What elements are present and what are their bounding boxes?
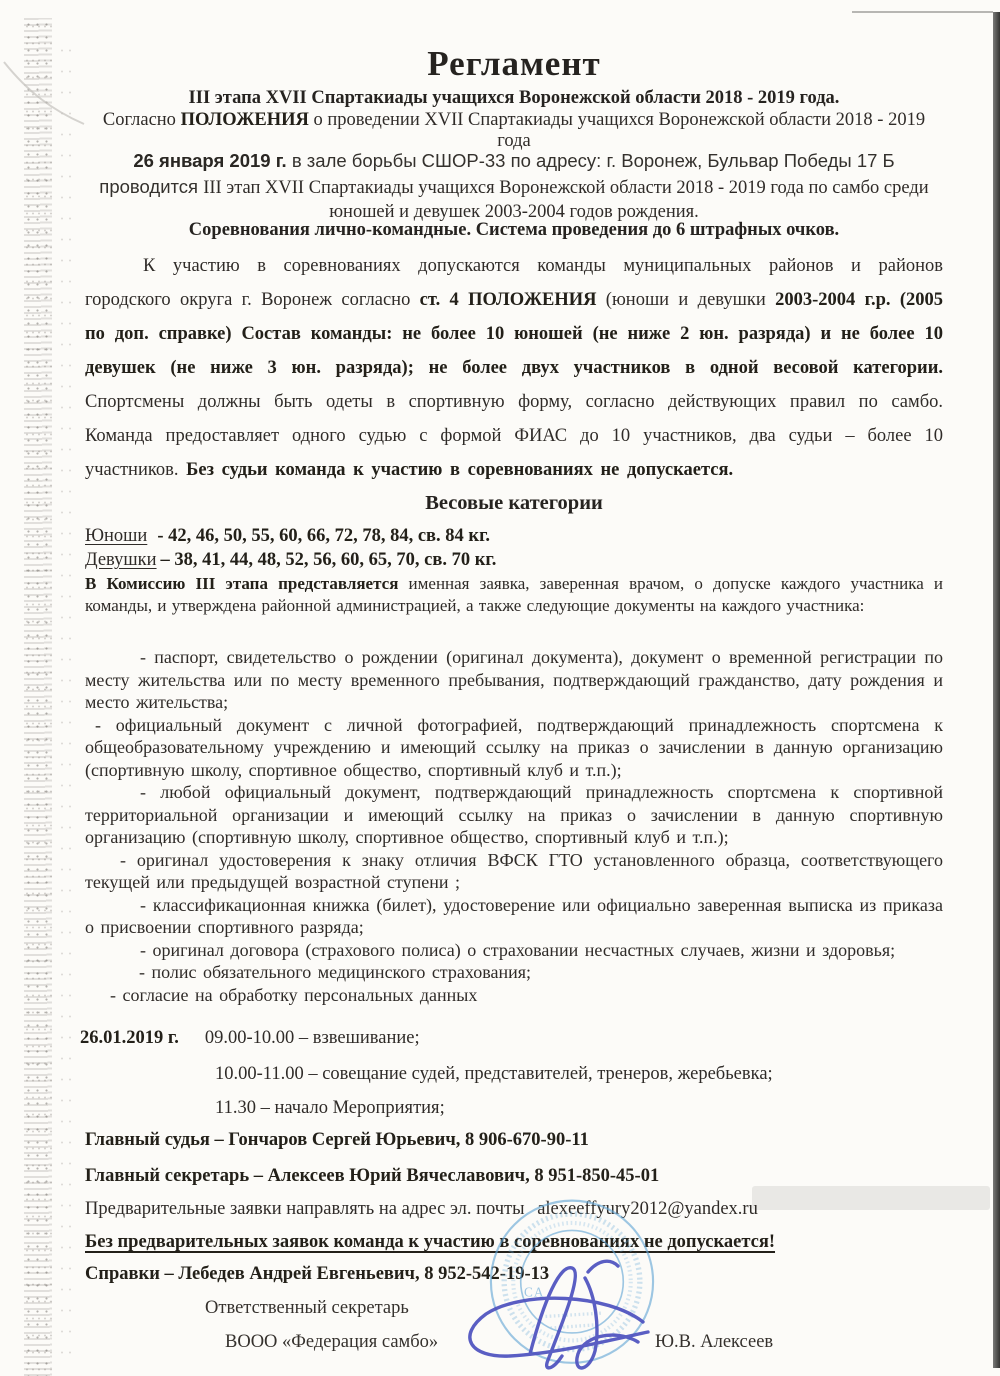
weights-girls-label: Девушки — [85, 550, 157, 570]
info-contact-line: Справки – Лебедев Андрей Евгеньевич, 8 952-542-19-13 — [85, 1264, 550, 1284]
commission-rest: именная заявка, заверенная врачом, о допуске каждого участника и команды, и утверждена районной администрацией, а также следующие документы на каждого участника: — [85, 574, 943, 615]
doc-venue-paragraph — [85, 149, 943, 225]
no-entry-warning-line: Без предварительных заявок команда к участию в соревнованиях не допускается! — [85, 1232, 776, 1252]
signoff-name: Ю.В. Алексеев — [655, 1332, 774, 1352]
participation-text: (юноши и девушки — [596, 290, 776, 310]
schedule-meeting-line: 10.00-11.00 – совещание судей, представителей, тренеров, жеребьевка; — [215, 1064, 773, 1084]
round-stamp — [462, 1194, 682, 1376]
scan-edge-bar — [993, 12, 1000, 1368]
commission-paragraph — [85, 573, 943, 617]
chief-judge-line: Главный судья – Гончаров Сергей Юрьевич, 8 906-670-90-11 — [85, 1130, 589, 1150]
participation-article-ref: ст. 4 ПОЛОЖЕНИЯ — [419, 290, 597, 310]
participation-team-rules: 2003-2004 г.р. (2005 по доп. справке) Состав команды: не более 10 юношей (не ниже 2 юн. разряда) и не более 10 девушек (не ниже 3 юн. разряда); не более двух участников в одной весовой категории. — [85, 290, 943, 378]
document-item: - любой официальный документ, подтверждающий принадлежность спортсмена к спортивной территориальной организации и имеющий ссылку на приказ о зачислении в данную спортивную организацию (спортивную школу, спортивное общество, спортивный клуб и т.п.); — [85, 782, 943, 847]
stamp-text-fragment: СА — [524, 1284, 546, 1300]
schedule-weighin-line — [80, 1028, 938, 1049]
doc-system-line: Соревнования лично-командные. Система проведения до 6 штрафных очков. — [188, 220, 840, 240]
doc-participation-paragraph — [85, 249, 943, 487]
scan-edge-line — [852, 11, 993, 13]
doc-according-line — [85, 110, 943, 152]
signoff-role: Ответственный секретарь — [205, 1298, 409, 1318]
required-documents-list — [85, 646, 943, 1006]
document-item: - полис обязательного медицинского страхования; — [139, 962, 531, 982]
schedule-weighin: 09.00-10.00 – взвешивание; — [204, 1028, 420, 1048]
participation-text: К участию в соревнованиях допускаются команды муниципальных районов и районов городского округа г. Воронеж согласно — [85, 256, 943, 310]
weights-heading: Весовые категории — [425, 492, 603, 514]
according-rest: о проведении XVII Спартакиады учащихся Воронежской области 2018 - 2019 года — [308, 110, 926, 151]
according-prefix: Согласно — [102, 110, 181, 130]
participation-text: Спортсмены должны быть одеты в спортивную форму, согласно действующих правил по самбо. Команда предоставляет одного судью с формой ФИАС до 10 участников, два судьи – более 10 участников. — [85, 392, 943, 480]
document-item: - официальный документ с личной фотографией, подтверждающий принадлежность спортсмена к общеобразовательному учреждению и имеющий ссылку на приказ о зачислении в данную организацию (спортивную школу, спортивное общество, спортивный клуб и т.п.); — [85, 714, 943, 780]
document-item: - согласие на обработку персональных данных — [110, 984, 478, 1005]
document-item: - оригинал удостоверения к знаку отличия ВФСК ГТО установленного образца, соответствующего текущей или предыдущей возрастной ступени ; — [85, 849, 943, 892]
weights-girls-values: – 38, 41, 44, 48, 52, 56, 60, 65, 70, св. 70 кг. — [160, 550, 497, 570]
document-item: - паспорт, свидетельство о рождении (оригинал документа), документ о временной регистрации по месту жительства или по месту временного пребывания, подтверждающий гражданство, дату рождения и место жительства; — [85, 647, 943, 712]
doc-subtitle: III этапа XVII Спартакиады учащихся Воронежской области 2018 - 2019 года. — [188, 88, 840, 108]
chief-secretary-line: Главный секретарь – Алексеев Юрий Вячеславович, 8 951-850-45-01 — [85, 1166, 660, 1186]
weights-boys-label: Юноши — [85, 526, 148, 546]
document-item: - классификационная книжка (билет), удостоверение или официально заверенная выписка из приказа о присвоении спортивного разряда; — [85, 894, 943, 937]
venue-date: 26 января 2019 г. — [133, 150, 287, 171]
signoff-organization: ВООО «Федерация самбо» — [225, 1332, 439, 1352]
venue-address: в зале борьбы СШОР-33 по адресу: г. Воронеж, Бульвар Победы 17 Б проводится — [99, 150, 895, 197]
weights-boys-values: - 42, 46, 50, 55, 60, 66, 72, 78, 84, св. 84 кг. — [157, 526, 491, 546]
email-address: alexeeffyury2012@yandex.ru — [537, 1199, 758, 1219]
commission-bold: В Комиссию III этапа представляется — [85, 574, 399, 593]
weights-girls-line — [85, 548, 943, 572]
scan-noise-band-secondary — [58, 40, 74, 1370]
scan-noise-band — [24, 18, 52, 1376]
venue-event: III этап XVII Спартакиады учащихся Воронежской области 2018 - 2019 года по самбо среди юношей и девушек 2003-2004 годов рождения. — [203, 177, 929, 222]
weights-boys-line — [85, 524, 943, 548]
doc-title: Регламент — [427, 44, 601, 83]
according-bold: ПОЛОЖЕНИЯ — [180, 110, 309, 130]
preliminary-entries-line — [85, 1199, 943, 1220]
schedule-date: 26.01.2019 г. — [80, 1028, 179, 1048]
document-item: - оригинал договора (страхового полиса) о страховании несчастных случаев, жизни и здоровья; — [140, 939, 896, 960]
participation-judge-warning: Без судьи команда к участию в соревнованиях не допускается. — [186, 460, 734, 480]
schedule-start-line: 11.30 – начало Мероприятия; — [215, 1098, 445, 1118]
preliminary-entries-text: Предварительные заявки направлять на адрес эл. почты — [85, 1199, 530, 1219]
